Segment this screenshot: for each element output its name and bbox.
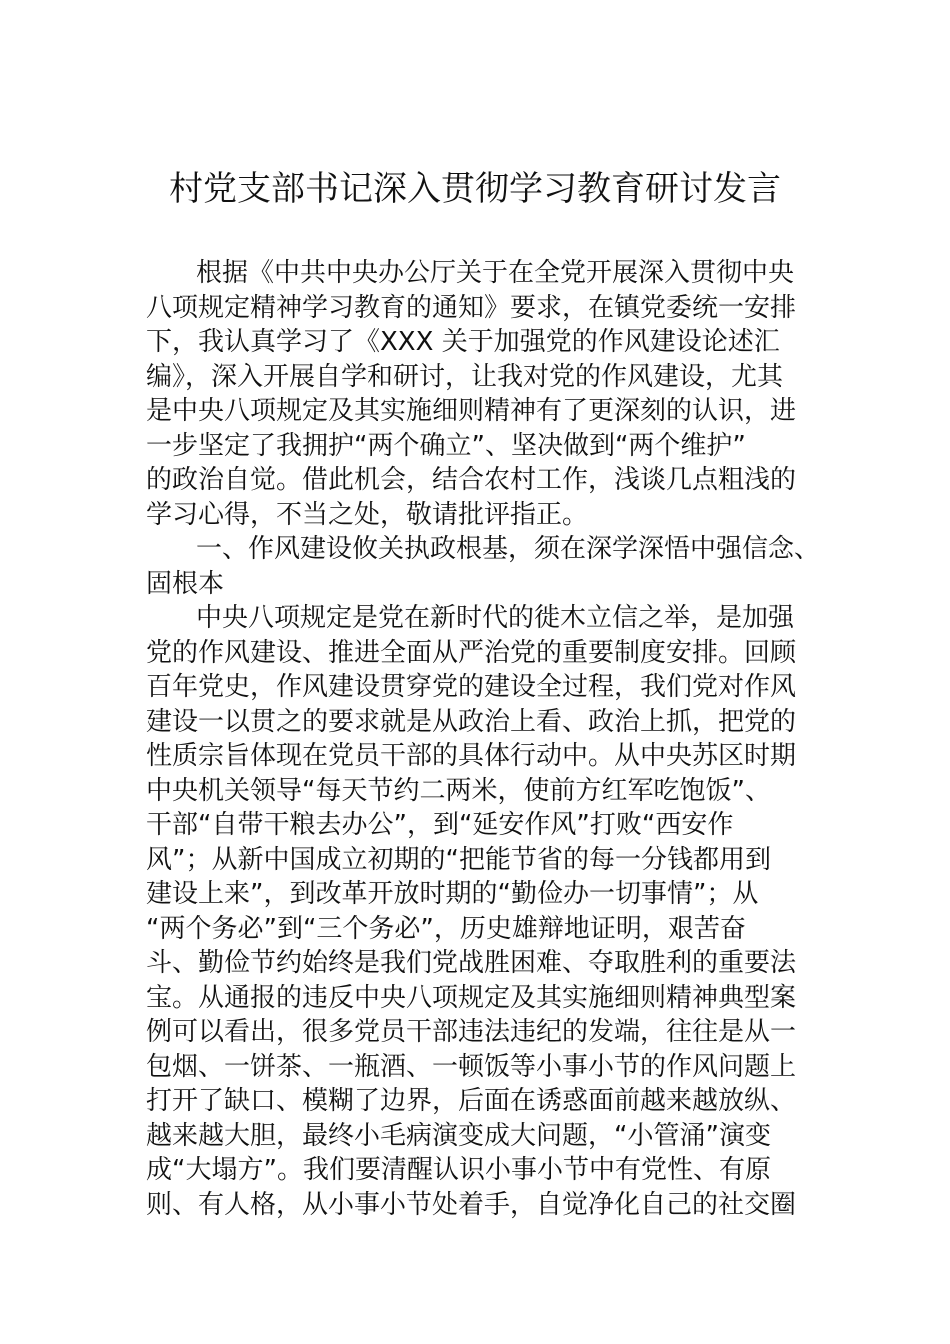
- text-line: 一步坚定了我拥护“两个确立”、坚决做到“两个维护”: [146, 430, 746, 461]
- text-line: 学习心得，不当之处，敬请批评指正。: [146, 499, 589, 530]
- text-line: 风”；从新中国成立初期的“把能节省的每一分钱都用到: [146, 844, 771, 875]
- text-line: 中央八项规定是党在新时代的徙木立信之举，是加强: [196, 603, 795, 633]
- text-line: 八项规定精神学习教育的通知》要求，在镇党委统一安排: [146, 292, 797, 323]
- text-line: “两个务必”到“三个务必”，历史雄辩地证明，艰苦奋: [146, 913, 746, 944]
- text-line: 例可以看出，很多党员干部违法违纪的发端，往往是从一: [146, 1017, 797, 1047]
- text-line: 百年党史，作风建设贯穿党的建设全过程，我们党对作风: [146, 672, 797, 702]
- text-line: 建设一以贯之的要求就是从政治上看、政治上抓，把党的: [146, 706, 797, 737]
- document-body: [146, 256, 826, 1222]
- text-line: 的政治自觉。借此机会，结合农村工作，浅谈几点粗浅的: [146, 465, 797, 495]
- text-line: 是中央八项规定及其实施细则精神有了更深刻的认识，进: [146, 396, 797, 426]
- section-heading-line: 一、作风建设攸关执政根基，须在深学深悟中强信念、: [196, 534, 821, 564]
- text-line: 打开了缺口、模糊了边界，后面在诱惑面前越来越放纵、: [146, 1086, 797, 1116]
- document-title: 村党支部书记深入贯彻学习教育研讨发言: [169, 169, 781, 209]
- text-line: 宝。从通报的违反中央八项规定及其实施细则精神典型案: [146, 982, 797, 1013]
- text-line: 斗、勤俭节约始终是我们党战胜困难、夺取胜利的重要法: [146, 948, 797, 978]
- section-heading-line: 固根本: [146, 568, 225, 599]
- text-line: 越来越大胆，最终小毛病演变成大问题，“小管涌”演变: [146, 1120, 771, 1151]
- text-line: 则、有人格，从小事小节处着手，自觉净化自己的社交圈: [146, 1189, 797, 1220]
- text-line: 党的作风建设、推进全面从严治党的重要制度安排。回顾: [146, 637, 797, 668]
- text-line: 干部“自带干粮去办公”，到“延安作风”打败“西安作: [146, 810, 734, 840]
- text-line: 下，我认真学习了《XXX 关于加强党的作风建设论述汇: [146, 327, 780, 357]
- text-line: 建设上来”，到改革开放时期的“勤俭办一切事情”；从: [146, 879, 759, 909]
- text-line: 中央机关领导“每天节约二两米，使前方红军吃饱饭”、: [146, 775, 771, 806]
- text-line: 成“大塌方”。我们要清醒认识小事小节中有党性、有原: [146, 1155, 771, 1185]
- text-line: 编》，深入开展自学和研讨，让我对党的作风建设，尤其: [146, 361, 784, 392]
- text-line: 包烟、一饼茶、一瓶酒、一顿饭等小事小节的作风问题上: [146, 1051, 797, 1082]
- text-line: 性质宗旨体现在党员干部的具体行动中。从中央苏区时期: [146, 741, 797, 771]
- text-line: 根据《中共中央办公厅关于在全党开展深入贯彻中央: [196, 258, 795, 288]
